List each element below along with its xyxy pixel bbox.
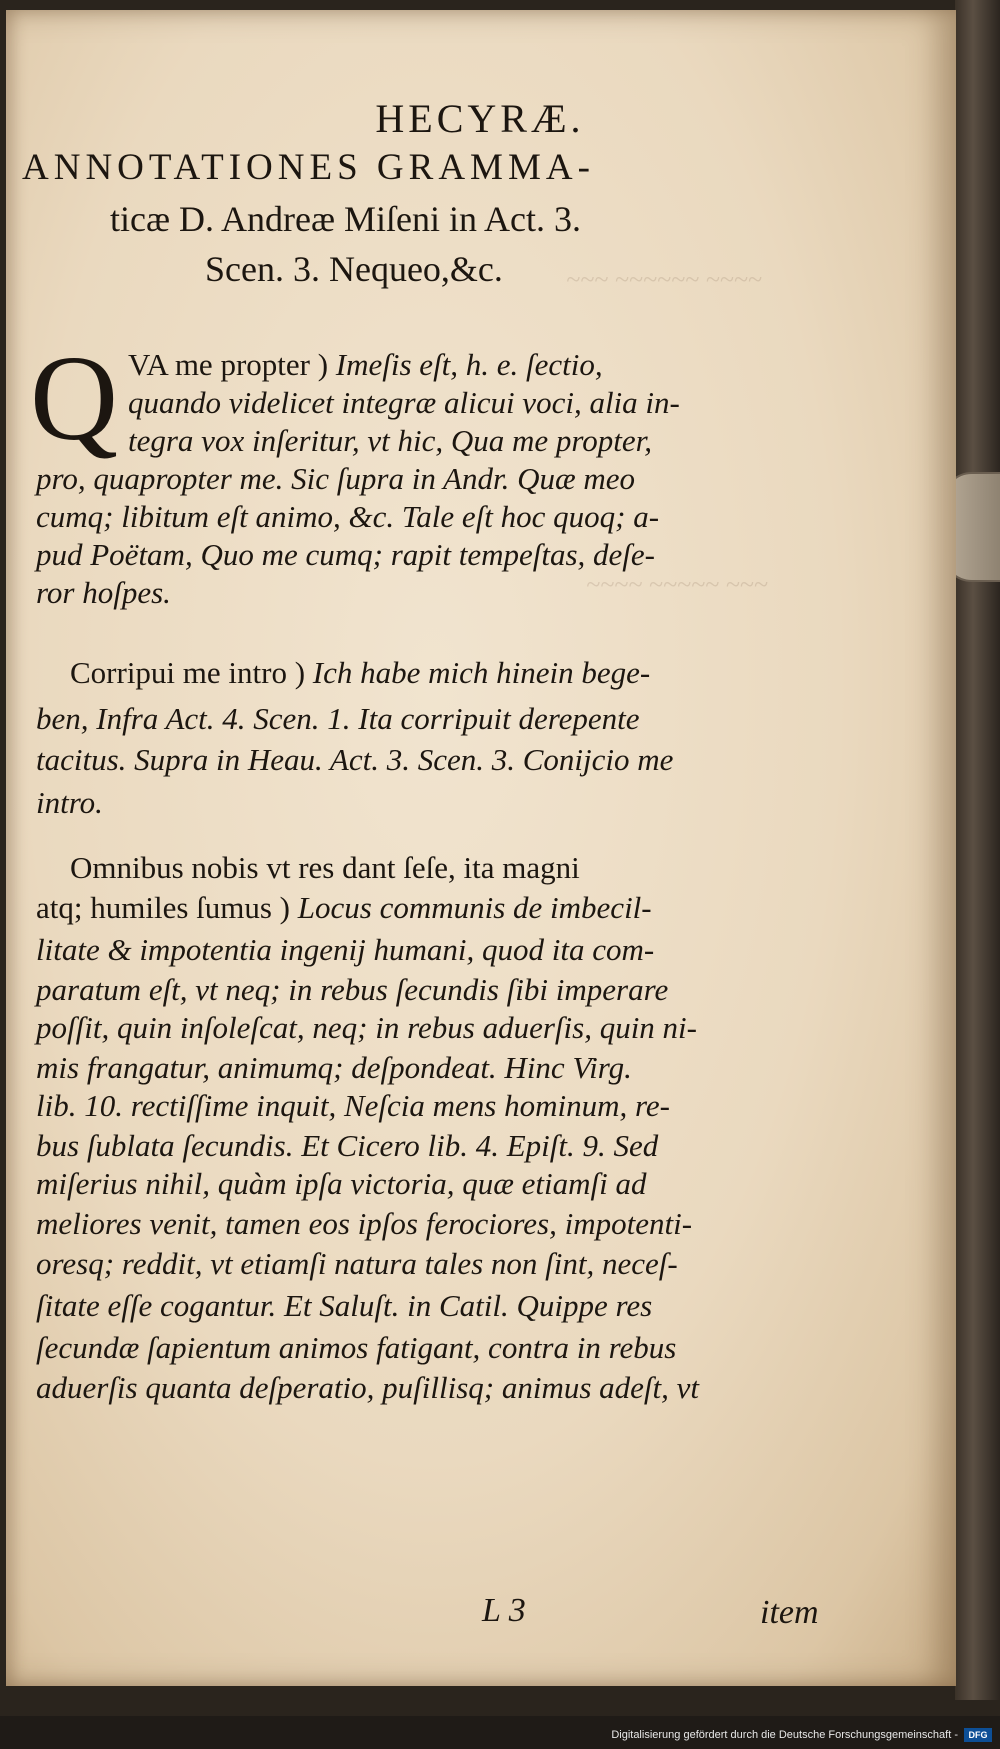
commentary-text: ror hoſpes. (36, 575, 171, 610)
text-line (36, 1288, 652, 1324)
text-line (36, 575, 171, 611)
lemma-text: atq; humiles ſumus ) (36, 890, 298, 925)
bleed-through-text: ~~~~ ~~~~~ ~~~ (586, 570, 768, 599)
book-edge (955, 0, 1000, 1700)
commentary-text: oresq; reddit, vt etiamſi natura tales non ſint, neceſ- (36, 1246, 678, 1281)
signature-mark: L 3 (482, 1592, 526, 1629)
lemma-text: Omnibus nobis vt res dant ſeſe, ita magni (70, 850, 580, 885)
text-line (36, 499, 659, 535)
commentary-text: ben, Infra Act. 4. Scen. 1. Ita corripuit derepente (36, 701, 640, 736)
text-line (36, 701, 640, 737)
commentary-text: cumq; libitum eſt animo, &c. Tale eſt hoc quoq; a- (36, 499, 660, 534)
commentary-text: meliores venit, tamen eos ipſos ferociores, impotenti- (36, 1206, 693, 1241)
commentary-text: litate & impotentia ingenij humani, quod ita com- (36, 932, 655, 967)
digitization-credit: Digitalisierung gefördert durch die Deutsche Forschungsgemeinschaft - (611, 1729, 958, 1741)
commentary-text: tacitus. Supra in Heau. Act. 3. Scen. 3. Conijcio me (36, 742, 674, 777)
text-line (36, 1128, 658, 1164)
commentary-text: miſerius nihil, quàm ipſa victoria, quæ etiamſi ad (36, 1166, 647, 1201)
text-line (36, 1010, 697, 1046)
commentary-text: ſecundæ ſapientum animos fatigant, contra in rebus (36, 1330, 677, 1365)
commentary-text: Locus communis de imbecil- (297, 890, 652, 925)
text-line (36, 932, 654, 968)
lemma-text: Corripui me intro ) (70, 655, 313, 690)
title-line-1: ANNOTATIONES GRAMMA- (22, 147, 595, 188)
text-line (128, 385, 680, 421)
commentary-text: lib. 10. rectiſſime inquit, Neſcia mens hominum, re- (36, 1088, 670, 1123)
text-line (70, 850, 580, 886)
commentary-text: mis frangatur, animumq; deſpondeat. Hinc Virg. (36, 1050, 632, 1085)
lemma-text: VA me propter ) (128, 347, 336, 382)
commentary-text: paratum eſt, vt neq; in rebus ſecundis ſibi imperare (36, 972, 669, 1007)
commentary-text: quando videlicet integræ alicui voci, alia in- (128, 385, 680, 420)
title-line-3: Scen. 3. Nequeo,&c. (205, 249, 503, 289)
text-line (36, 461, 635, 497)
text-line (128, 347, 603, 383)
commentary-text: pud Poëtam, Quo me cumq; rapit tempeſtas, deſe- (36, 537, 656, 572)
text-line (36, 537, 655, 573)
catchword: item (760, 1594, 819, 1631)
text-line (36, 1246, 678, 1282)
text-line (36, 1050, 632, 1086)
text-line (70, 655, 650, 691)
text-line (36, 1088, 670, 1124)
text-line (128, 423, 652, 459)
commentary-text: bus ſublata ſecundis. Et Cicero lib. 4. Epiſt. 9. Sed (36, 1128, 659, 1163)
commentary-text: pro, quapropter me. Sic ſupra in Andr. Quæ meo (36, 461, 636, 496)
commentary-text: poſſit, quin inſoleſcat, neq; in rebus aduerſis, quin ni- (36, 1010, 697, 1045)
commentary-text: aduerſis quanta deſperatio, puſillisq; animus adeſt, vt (36, 1370, 700, 1405)
text-line (36, 972, 668, 1008)
drop-cap: Q (30, 331, 119, 466)
text-line (36, 742, 673, 778)
commentary-text: Imeſis eſt, h. e. ſectio, (335, 347, 603, 382)
commentary-text: tegra vox inſeritur, vt hic, Qua me propter, (128, 423, 653, 458)
bleed-through-text: ~~~ ~~~~~~ ~~~~ (566, 265, 762, 294)
dfg-logo: DFG (964, 1728, 992, 1742)
commentary-text: ſitate eſſe cogantur. Et Saluſt. in Catil. Quippe res (36, 1288, 653, 1323)
text-line (36, 890, 652, 926)
title-line-2: ticæ D. Andreæ Miſeni in Act. 3. (110, 199, 581, 239)
running-head: HECYRÆ. (375, 96, 585, 141)
text-line (36, 1206, 692, 1242)
text-line (36, 1330, 676, 1366)
commentary-text: Ich habe mich hinein bege- (312, 655, 651, 690)
text-line (36, 1370, 699, 1406)
commentary-text: intro. (36, 785, 103, 820)
text-line (36, 785, 103, 821)
text-line (36, 1166, 647, 1202)
